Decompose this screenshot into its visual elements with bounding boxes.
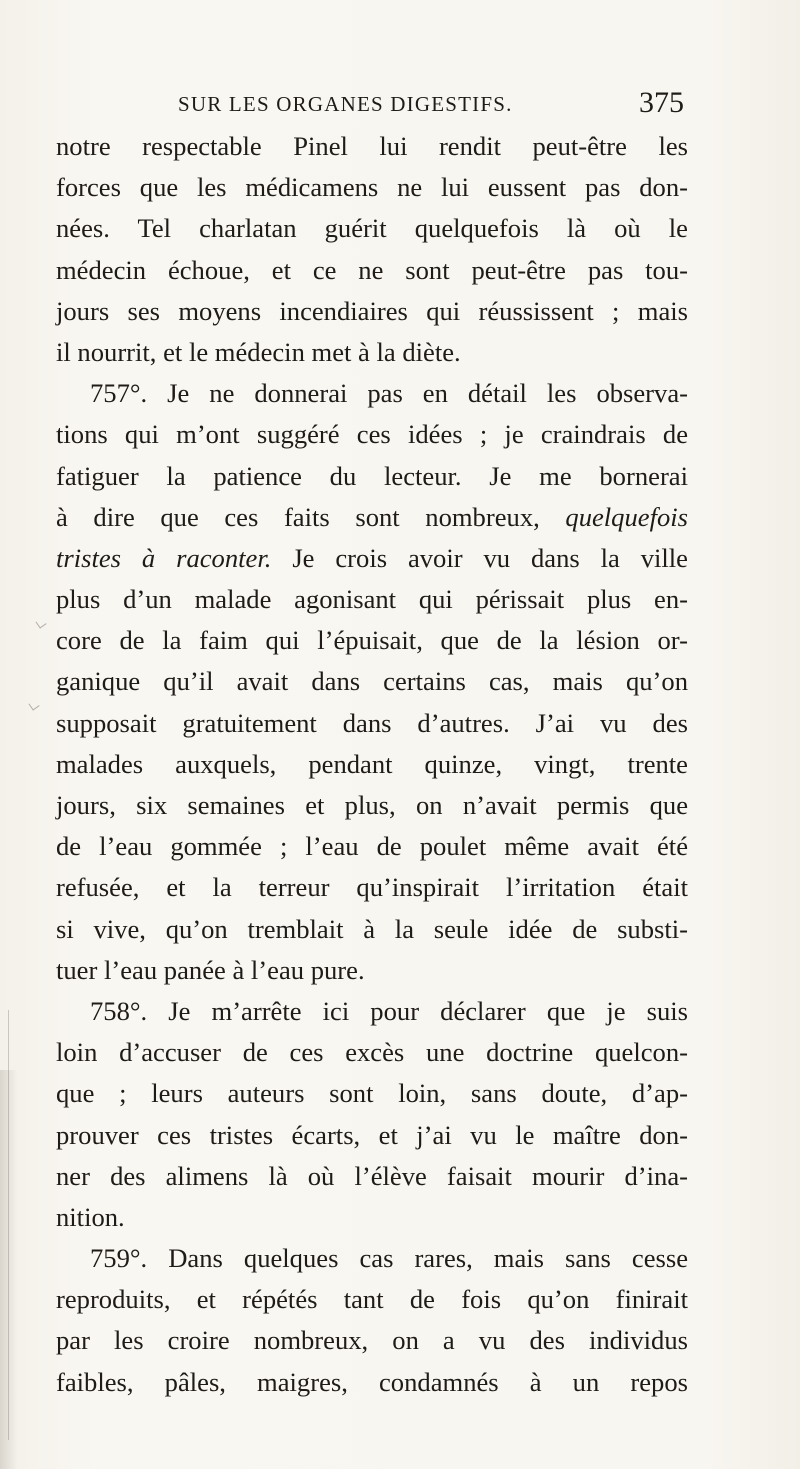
text-segment: Je crois avoir vu dans la ville — [292, 542, 688, 573]
text-segment: à dire que ces faits sont nombreux, — [56, 501, 540, 532]
italic-phrase: tristes à raconter. — [56, 542, 272, 573]
text-line: faibles, pâles, maigres, condamnés à un repos — [56, 1366, 688, 1397]
paragraph-757-start: 757°. Je ne donnerai pas en détail les observa- — [90, 378, 688, 409]
text-line: core de la faim qui l’épuisait, que de la lésion or- — [56, 625, 688, 656]
text-line: prouver ces tristes écarts, et j’ai vu le maître don- — [56, 1119, 688, 1150]
body-text — [56, 126, 688, 1403]
text-line: jours ses moyens incendiaires qui réussissent ; mais — [56, 295, 688, 326]
text-line: tions qui m’ont suggéré ces idées ; je craindrais de — [56, 419, 688, 450]
page-number: 375 — [639, 86, 684, 119]
paragraph-759-start: 759°. Dans quelques cas rares, mais sans cesse — [90, 1243, 688, 1274]
running-header — [178, 86, 684, 122]
text-line: jours, six semaines et plus, on n’avait permis que — [56, 790, 688, 820]
text-line — [56, 497, 688, 538]
margin-mark — [28, 699, 39, 710]
text-line: par les croire nombreux, on a vu des individus — [56, 1325, 688, 1356]
text-line: forces que les médicamens ne lui eussent pas don- — [56, 172, 688, 203]
running-title: SUR LES ORGANES DIGESTIFS. — [178, 92, 513, 116]
text-line: si vive, qu’on tremblait à la seule idée de substi- — [56, 913, 688, 944]
text-line: refusée, et la terreur qu’inspirait l’irritation était — [56, 872, 688, 903]
paragraph-end-line: tuer l’eau panée à l’eau pure. — [56, 954, 365, 985]
paragraph-end-line: nition. — [56, 1201, 125, 1232]
text-line — [56, 538, 688, 579]
text-line: plus d’un malade agonisant qui périssait plus en- — [56, 584, 688, 615]
text-line: nées. Tel charlatan guérit quelquefois là où le — [56, 213, 688, 244]
text-line: de l’eau gommée ; l’eau de poulet même avait été — [56, 831, 688, 862]
text-line: médecin échoue, et ce ne sont peut-être pas tou- — [56, 254, 688, 285]
spine-line — [8, 1010, 9, 1440]
text-line: reproduits, et répétés tant de fois qu’on finirait — [56, 1284, 688, 1315]
text-line: supposait gratuitement dans d’autres. J’ai vu des — [56, 707, 688, 738]
text-line: fatiguer la patience du lecteur. Je me bornerai — [56, 460, 688, 491]
page-edge-shadow — [0, 1070, 18, 1469]
margin-mark — [35, 617, 46, 628]
text-line: que ; leurs auteurs sont loin, sans doute, d’ap- — [56, 1078, 688, 1109]
text-line: notre respectable Pinel lui rendit peut-être les — [56, 131, 688, 161]
text-line: ner des alimens là où l’élève faisait mourir d’ina- — [56, 1160, 688, 1191]
text-line: loin d’accuser de ces excès une doctrine quelcon- — [56, 1037, 688, 1068]
text-line: ganique qu’il avait dans certains cas, mais qu’on — [56, 666, 688, 697]
paragraph-758-start: 758°. Je m’arrête ici pour déclarer que je suis — [90, 995, 688, 1026]
paragraph-end-line: il nourrit, et le médecin met à la diète. — [56, 336, 461, 367]
text-line: malades auxquels, pendant quinze, vingt, trente — [56, 748, 688, 779]
italic-phrase: quelquefois — [565, 501, 688, 532]
